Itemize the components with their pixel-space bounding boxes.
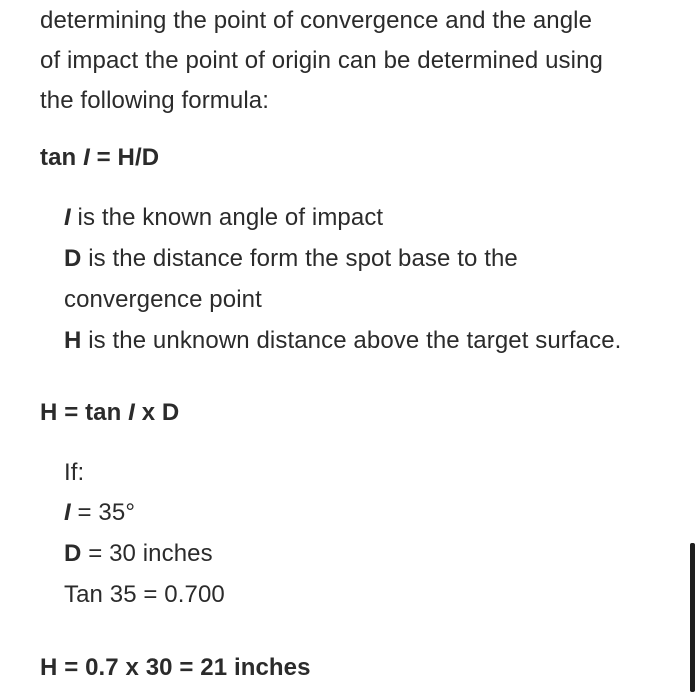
definition-i-text: is the known angle of impact bbox=[70, 204, 384, 231]
formula2-prefix: H = tan bbox=[40, 399, 129, 426]
given-angle-value: = 35° bbox=[70, 499, 136, 526]
vertical-scrollbar[interactable] bbox=[690, 543, 695, 692]
given-distance-var: D bbox=[64, 540, 82, 567]
formula2-suffix: x D bbox=[134, 399, 180, 426]
intro-line-3: the following formula: bbox=[40, 87, 269, 114]
formula1-angle-var: I bbox=[83, 144, 90, 171]
definition-h-text: is the unknown distance above the target surface. bbox=[81, 327, 622, 354]
definition-d-text: is the distance form the spot base to the bbox=[81, 245, 518, 272]
given-distance bbox=[64, 539, 213, 569]
given-tan-value: Tan 35 = 0.700 bbox=[64, 581, 225, 608]
formula2-angle-var: I bbox=[128, 399, 135, 426]
definition-h bbox=[64, 326, 621, 356]
definition-i-var: I bbox=[64, 204, 71, 231]
formula-h-equals-tan-i-times-d bbox=[40, 398, 179, 428]
intro-line-2: of impact the point of origin can be determined using bbox=[40, 47, 603, 74]
result-line: H = 0.7 x 30 = 21 inches bbox=[40, 654, 311, 681]
given-if-label: If: bbox=[64, 459, 85, 486]
definition-d-continued: convergence point bbox=[64, 286, 262, 313]
formula1-prefix: tan bbox=[40, 144, 84, 171]
definition-i bbox=[64, 203, 383, 233]
given-distance-value: = 30 inches bbox=[81, 540, 213, 567]
formula-tan-i-equals-h-over-d bbox=[40, 143, 159, 173]
definition-h-var: H bbox=[64, 327, 82, 354]
intro-line-1: determining the point of convergence and the angle bbox=[40, 7, 593, 34]
formula1-suffix: = H/D bbox=[89, 144, 160, 171]
definition-d-var: D bbox=[64, 245, 82, 272]
given-angle bbox=[64, 498, 135, 528]
given-angle-var: I bbox=[64, 499, 71, 526]
definition-d bbox=[64, 244, 518, 274]
